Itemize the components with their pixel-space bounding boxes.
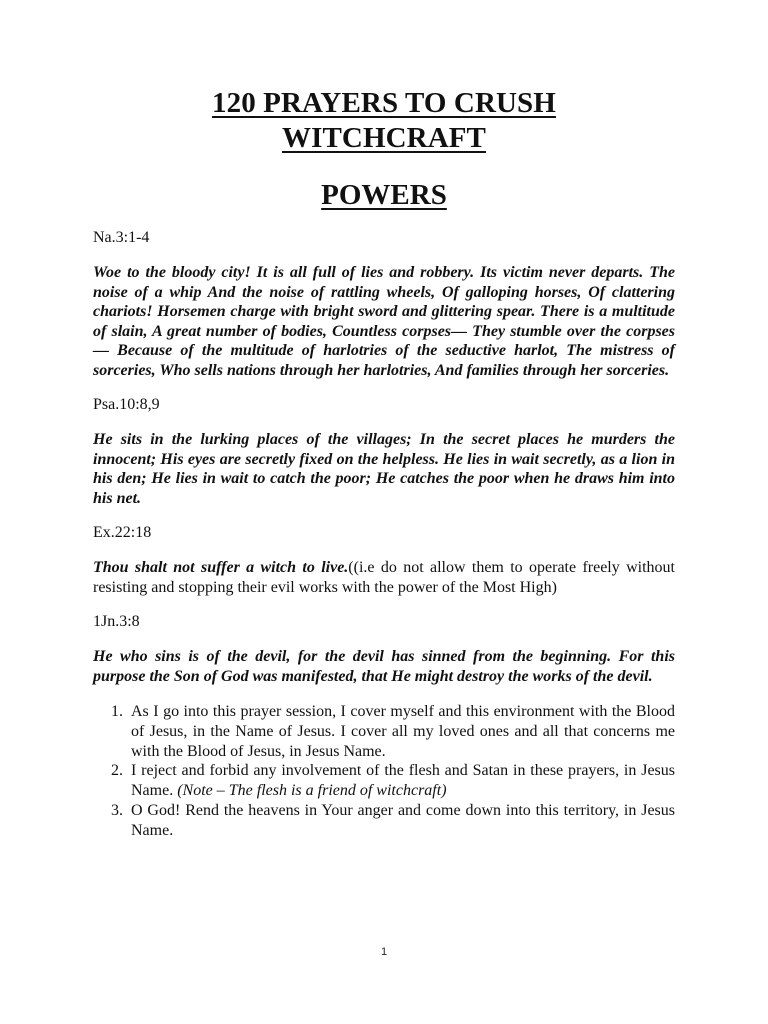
page-subtitle [93,178,675,213]
document-page [93,86,675,841]
prayer-item [127,801,675,841]
verse-bold-text: Thou shalt not suffer a witch to live. [93,559,349,576]
prayer-item [127,702,675,761]
scripture-verse: Woe to the bloody city! It is all full of lies and robbery. Its victim never departs. The noise of a whip And the noise of rattling wheels, Of galloping horses, Of clattering chariots! Horsemen charge with bright sword and glittering spear. There is a multitude of slain, A great number of bodies, Countless corpses— They stumble over the corpses— Because of the multitude of harlotries of the seductive harlot, The mistress of sorceries, Who sells nations through her harlotries, And families through her sorceries. [93,264,675,379]
scripture-reference: Na.3:1-4 [93,229,150,246]
scripture-reference: Psa.10:8,9 [93,396,160,413]
prayer-text: I reject and forbid any involvement of the flesh and Satan in these prayers, in Jesus Name. [131,762,675,800]
prayer-item [127,761,675,801]
title-line-2: WITCHCRAFT [281,122,486,154]
page-number: 1 [380,946,388,958]
prayer-text: As I go into this prayer session, I cover myself and this environment with the Blood of Jesus, in the Name of Jesus. I cover all my loved ones and all that concerns me with the Blood of Jesus, in Jesus Name. [131,703,675,760]
page-title [93,86,675,156]
scripture-verse: He who sins is of the devil, for the devil has sinned from the beginning. For this purpose the Son of God was manifested, that He might destroy the works of the devil. [93,648,675,685]
subtitle-text: POWERS [321,179,447,211]
scripture-verse: He sits in the lurking places of the villages; In the secret places he murders the innocent; His eyes are secretly fixed on the helpless. He lies in wait secretly, as a lion in his den; He lies in wait to catch the poor; He catches the poor when he draws him into his net. [93,431,675,507]
title-line-1: 120 PRAYERS TO CRUSH [212,87,556,119]
prayer-text: O God! Rend the heavens in Your anger and come down into this territory, in Jesus Name. [131,801,675,839]
scripture-reference: Ex.22:18 [93,524,152,541]
verse-plain-text: ((i.e do not allow them to operate freely without resisting and stopping their evil works with the power of the Most High) [93,559,675,596]
scripture-reference: 1Jn.3:8 [93,613,140,630]
prayer-list [93,702,675,841]
scripture-verse [93,558,675,597]
prayer-note: (Note – The flesh is a friend of witchcraft) [177,782,447,800]
